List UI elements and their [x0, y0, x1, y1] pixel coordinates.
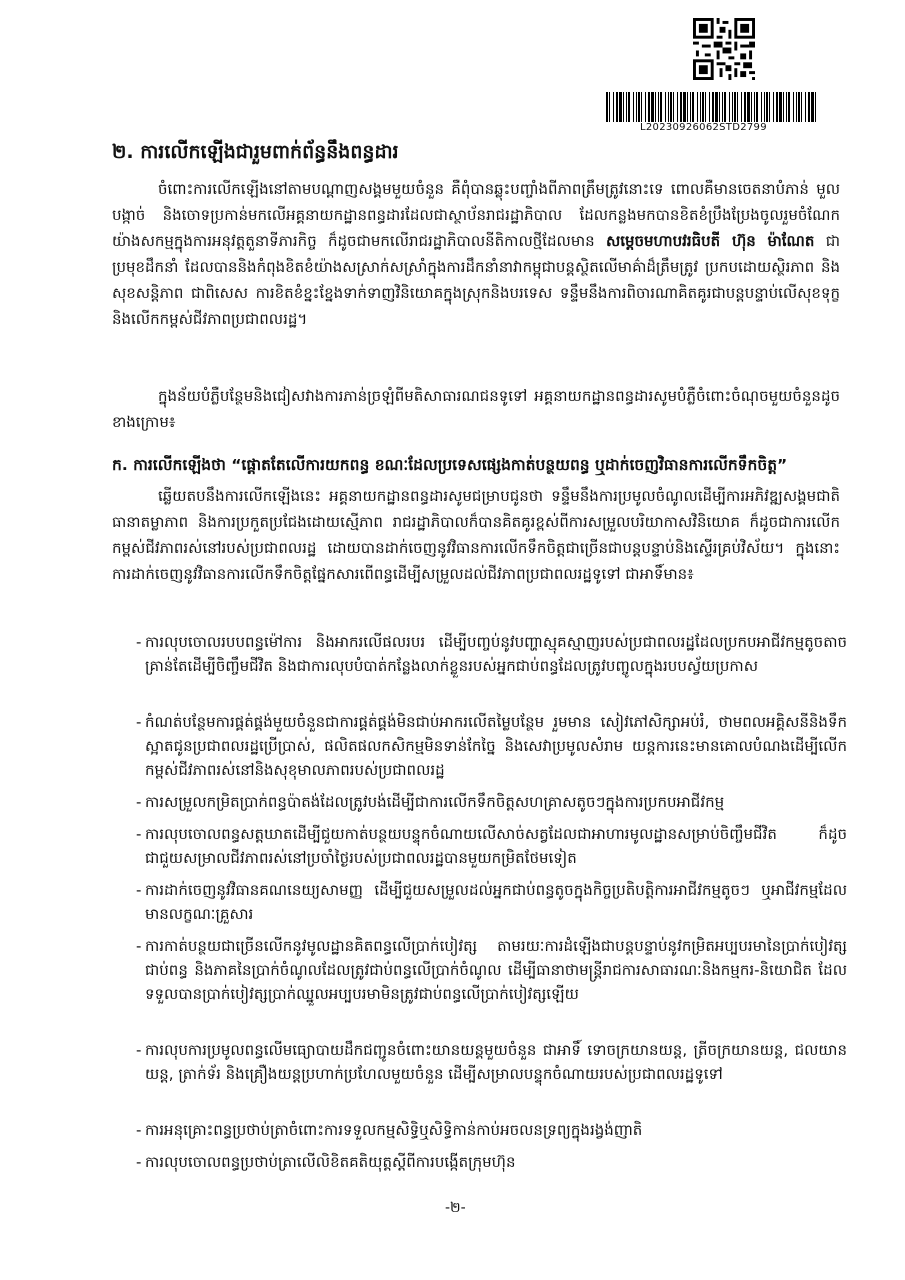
paragraph-clarification: ក្នុងន័យបំភ្លឺបន្ថែមនិងជៀសវាងការភាន់ច្រឡំពីមតិសាធារណជនទូទៅ អគ្គនាយកដ្ឋានពន្ធដារសូមបំភ្លឺចំពោះចំណុចមួយចំនួនដូចខាងក្រោម៖	[112, 387, 840, 431]
section-heading: ២. ការលើកឡើងជារួមពាក់ព័ន្ធនឹងពន្ធដារ	[112, 141, 399, 163]
list-item	[112, 934, 847, 1032]
list-item-text: ការលុបចោលពន្ធសត្តឃាតដើម្បីជួយកាត់បន្ថយបន្ទុកចំណាយលើសាច់សត្វដែលជាអាហារមូលដ្ឋានសម្រាប់ចិញ្ចឹមជីវិត ក៏ដូចជាជួយសម្រាលជីវភាពរស់នៅប្រចាំថ្ងៃរបស់ប្រជាពលរដ្ឋបានមួយកម្រិតថែមទៀត	[145, 825, 847, 867]
bullet-dash-icon: -	[136, 633, 142, 651]
list-item-text: ការកាត់បន្ថយជាច្រើនលើកនូវមូលដ្ឋានគិតពន្ធលើប្រាក់បៀវត្ស តាមរយៈការដំឡើងជាបន្តបន្ទាប់នូវកម្រិតអប្បបរមានៃប្រាក់បៀវត្សជាប់ពន្ធ និងភាគនៃប្រាក់ចំណូលដែលត្រូវជាប់ពន្ធលើប្រាក់ចំណូល ដើម្បីធានាថាមន្ត្រីរាជការសាធារណៈនិងកម្មករ-និយោជិត ដែលទទួលបានប្រាក់បៀវត្សប្រាក់ឈ្នួលអប្បបរមាមិនត្រូវជាប់ពន្ធលើប្រាក់បៀវត្សឡើយ	[145, 937, 847, 1003]
list-item	[112, 1118, 847, 1144]
paragraph-intro	[112, 176, 840, 332]
paragraph-intro-start: ចំពោះការលើកឡើងនៅតាមបណ្តាញសង្គមមួយចំនួន គឺពុំបានឆ្លុះបញ្ចាំងពីភាពត្រឹមត្រូវនោះទេ ពោលគឺមានចេតនាបំភាន់ មួលបង្កាច់ និងចោទប្រកាន់មកលើអគ្គនាយកដ្ឋានពន្ធដារដែលជាស្ថាប័នរាជរដ្ឋាភិបាល ដែលកន្លងមកបានខិតខំប្រឹងប្រែងចូលរួមចំណែកយ៉ាងសកម្មក្នុងការអនុវត្តតួនាទីភារកិច្ច ក៏ដូចជាមកលើរាជរដ្ឋាភិបាលនីតិកាលថ្មីដែលមាន	[112, 180, 840, 250]
bullet-dash-icon: -	[136, 713, 142, 731]
list-item	[112, 630, 847, 704]
leader-name: សម្តេចមហាបវរធិបតី ហ៊ុន ម៉ាណែត	[605, 232, 815, 250]
subsection-heading: ក. ការលើកឡើងថា “ផ្តោតតែលើការយកពន្ធ ខណៈដែលប្រទេសផ្សេងកាត់បន្ថយពន្ធ ឬដាក់ចេញវិធានការលើកទឹកចិត្ត”	[112, 456, 788, 474]
bullet-dash-icon: -	[136, 825, 142, 843]
paragraph-intro-end: ជាប្រមុខដឹកនាំ ដែលបាននិងកំពុងខិតខំយ៉ាងសស្រាក់សស្រាំក្នុងការដឹកនាំនាវាកម្ពុជាបន្តស្ថិតលើមាគ៌ាដ៏ត្រឹមត្រូវ ប្រកបដោយស្ថិរភាព និងសុខសន្តិភាព ជាពិសេស ការខិតខំខ្នះខ្នែងទាក់ទាញវិនិយោគក្នុងស្រុកនិងបរទេស ទន្ទឹមនឹងការពិចារណាគិតគូរជាបន្តបន្ទាប់លើសុខទុក្ខ និងលើកកម្ពស់ជីវភាពប្រជាពលរដ្ឋ។	[112, 232, 840, 328]
bullet-dash-icon: -	[136, 937, 142, 955]
qr-code	[693, 18, 755, 80]
bullet-dash-icon: -	[136, 1041, 142, 1059]
bullet-dash-icon: -	[136, 1153, 142, 1171]
measures-list	[112, 630, 847, 1182]
barcode-text: L20230926062STD2799	[640, 122, 767, 133]
paragraph-response: ឆ្លើយតបនឹងការលើកឡើងនេះ អគ្គនាយកដ្ឋានពន្ធដារសូមជម្រាបជូនថា ទន្ទឹមនឹងការប្រមូលចំណូលដើម្បីការអភិវឌ្ឍសង្គមជាតិ ធានាតម្លាភាព និងការប្រកួតប្រជែងដោយស្មើភាព រាជរដ្ឋាភិបាលក៏បានគិតគូរខ្ពស់ពីការសម្រួលបរិយាកាសវិនិយោគ ក៏ដូចជាការលើកកម្ពស់ជីវភាពរស់នៅរបស់ប្រជាពលរដ្ឋ ដោយបានដាក់ចេញនូវវិធានការលើកទឹកចិត្តជាច្រើនជាបន្តបន្ទាប់និងស្ទើរគ្រប់វិស័យ។ ក្នុងនោះ ការដាក់ចេញនូវវិធានការលើកទឹកចិត្តផ្នែកសារពើពន្ធដើម្បីសម្រួលដល់ជីវភាពប្រជាពលរដ្ឋទូទៅ ជាអាទិ៍មាន៖	[112, 487, 840, 583]
list-item-text: ការលុបចោលពន្ធប្រថាប់ត្រាលើលិខិតគតិយុត្តស្តីពីការបង្កើតក្រុមហ៊ុន	[145, 1153, 516, 1171]
list-item-text: ការដាក់ចេញនូវវិធានគណនេយ្យសាមញ្ញ ដើម្បីជួយសម្រួលដល់អ្នកជាប់ពន្ធតូចក្នុងកិច្ចប្រតិបត្តិការអាជីវកម្មតូចៗ ឬអាជីវកម្មដែលមានលក្ខណៈគ្រួសារ	[145, 881, 847, 923]
list-item-text: ការលុបការប្រមូលពន្ធលើមធ្យោបាយដឹកជញ្ជូនចំពោះយានយន្តមួយចំនួន ជាអាទិ៍ ទោចក្រយានយន្ត, ត្រីចក្រយានយន្ត, ជលយានយន្ត, ត្រាក់ទ័រ និងគ្រឿងយន្តប្រហាក់ប្រហែលមួយចំនួន ដើម្បីសម្រាលបន្ទុកចំណាយរបស់ប្រជាពលរដ្ឋទូទៅ	[145, 1041, 847, 1083]
bullet-dash-icon: -	[136, 1121, 142, 1139]
bullet-dash-icon: -	[136, 881, 142, 899]
list-item-text: ការលុបចោលរបបពន្ធម៉ៅការ និងអាករលើផលរបរ ដើម្បីបញ្ចប់នូវបញ្ហាស្មុគស្មាញរបស់ប្រជាពលរដ្ឋដែលប្រកបអាជីវកម្មតូចតាចគ្រាន់តែដើម្បីចិញ្ចឹមជីវិត និងជាការលុបបំបាត់កន្លែងលាក់ខ្លួនរបស់អ្នកជាប់ពន្ធដែលត្រូវបញ្ចូលក្នុងរបបស្វ័យប្រកាស	[145, 633, 847, 675]
list-item	[112, 790, 847, 816]
list-item	[112, 822, 847, 872]
list-item	[112, 1150, 847, 1176]
list-item	[112, 1038, 847, 1112]
bullet-dash-icon: -	[136, 793, 142, 811]
list-item	[112, 710, 847, 784]
list-item	[112, 878, 847, 928]
list-item-text: ការសម្រួលកម្រិតប្រាក់ពន្ធប៉ាតង់ដែលត្រូវបង់ដើម្បីជាការលើកទឹកចិត្តសហគ្រាសតូចៗក្នុងការប្រកបអាជីវកម្ម	[145, 793, 725, 811]
page-number: -២-	[445, 1200, 466, 1216]
list-item-text: កំណត់បន្ថែមការផ្គត់ផ្គង់មួយចំនួនជាការផ្គត់ផ្គង់មិនជាប់អាករលើតម្លៃបន្ថែម រួមមាន សៀវភៅសិក្សាអប់រំ, ថាមពលអគ្គិសនីនិងទឹកស្អាតជូនប្រជាពលរដ្ឋប្រើប្រាស់, ផលិតផលកសិកម្មមិនទាន់កែច្នៃ និងសេវាប្រមូលសំរាម យន្តការនេះមានគោលបំណងដើម្បីលើកកម្ពស់ជីវភាពរស់នៅនិងសុខុមាលភាពរបស់ប្រជាពលរដ្ឋ	[145, 713, 847, 779]
barcode	[606, 92, 818, 122]
list-item-text: ការអនុគ្រោះពន្ធប្រថាប់ត្រាចំពោះការទទួលកម្មសិទ្ធិឬសិទ្ធិកាន់កាប់អចលនទ្រព្យក្នុងរង្វង់ញាតិ	[145, 1121, 643, 1139]
